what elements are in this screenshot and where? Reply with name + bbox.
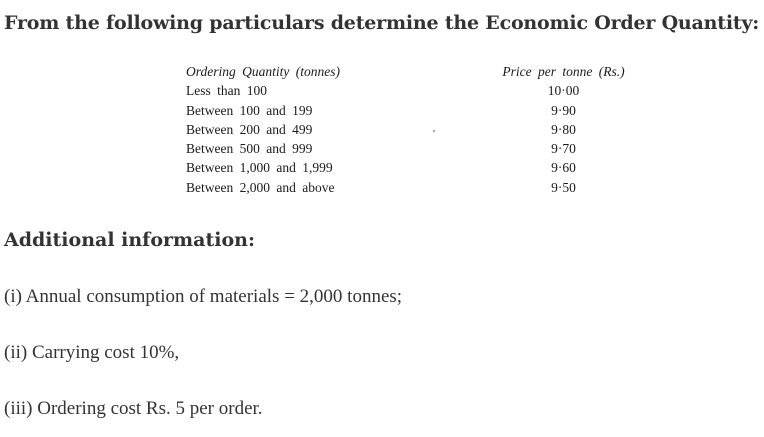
price-cell: 10·00 — [547, 83, 580, 99]
info-item-carrying-cost: (ii) Carrying cost 10%, — [4, 342, 180, 363]
quantity-cell: Between 500 and 999 — [186, 141, 313, 157]
info-item-annual-consumption: (i) Annual consumption of materials = 2,000 tonnes; — [4, 286, 403, 307]
quantity-cell: Between 1,000 and 1,999 — [186, 160, 333, 176]
header-ordering-quantity: Ordering Quantity (tonnes) — [186, 64, 340, 79]
quantity-cell: Between 100 and 199 — [186, 102, 313, 118]
price-cell: 9·70 — [551, 141, 576, 157]
table-row — [186, 139, 656, 158]
scan-speck — [433, 130, 435, 132]
table-row — [186, 158, 656, 177]
table-row — [186, 178, 656, 197]
price-cell: 9·60 — [551, 160, 576, 176]
table-row — [186, 101, 656, 120]
price-table — [186, 62, 656, 197]
question-heading: From the following particulars determine the Economic Order Quantity: — [4, 12, 760, 34]
info-item-ordering-cost: (iii) Ordering cost Rs. 5 per order. — [4, 398, 263, 419]
price-cell: 9·90 — [551, 102, 576, 118]
table-row — [186, 81, 656, 100]
quantity-cell: Between 200 and 499 — [186, 121, 313, 137]
header-price-per-tonne: Price per tonne (Rs.) — [502, 64, 625, 79]
price-cell: 9·80 — [551, 121, 576, 137]
table-header-row — [186, 62, 656, 81]
price-cell: 9·50 — [551, 179, 576, 195]
table-row — [186, 120, 656, 139]
quantity-cell: Between 2,000 and above — [186, 179, 335, 195]
quantity-cell: Less than 100 — [186, 83, 267, 99]
additional-info-heading: Additional information: — [4, 229, 255, 251]
